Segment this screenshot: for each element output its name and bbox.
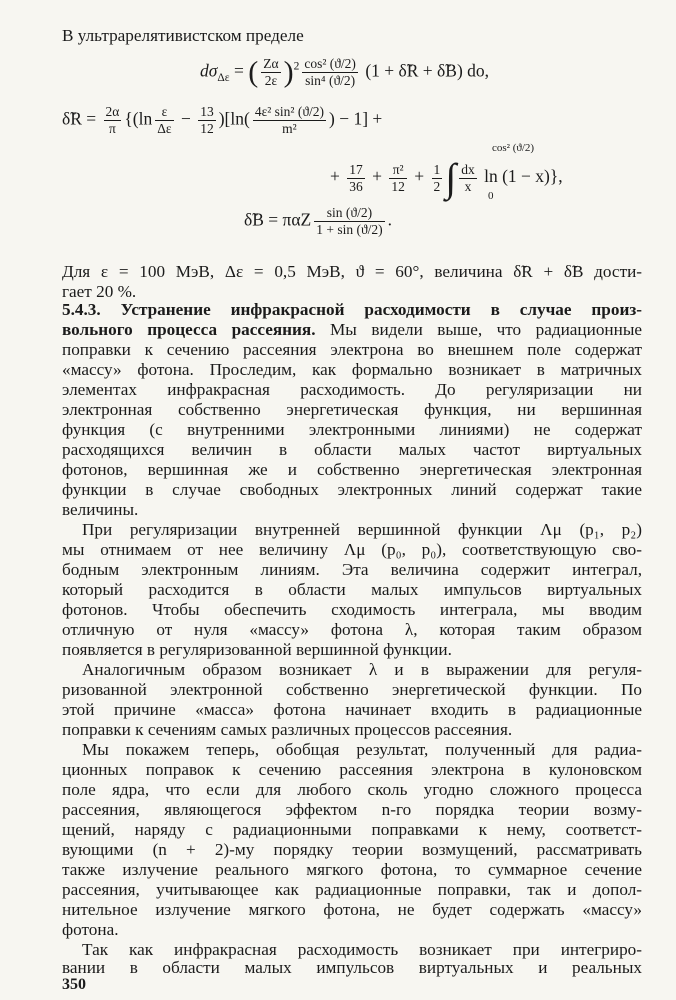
intro-line: В ультрарелятивистском пределе xyxy=(62,26,304,45)
fraction-numerator: 4ε² sin² (ϑ/2) xyxy=(254,104,325,119)
section-heading-text: вольного процесса рассеяния. xyxy=(62,320,316,339)
fraction-denominator: 1 + sin (ϑ/2) xyxy=(316,222,383,237)
text-line: который расходится в области малых импульсов виртуальных xyxy=(62,580,642,599)
fraction xyxy=(432,162,443,195)
text-line: функция (с внутренними электронными линиями) не содержат xyxy=(62,420,642,439)
fraction xyxy=(347,162,365,195)
fraction-denominator: m² xyxy=(282,121,297,136)
formula-part: )[ln( xyxy=(218,108,250,129)
text-line: появляется в регуляризованной вершинной функции. xyxy=(62,640,452,659)
text-line: поправки к сечениям самых различных процессов рассеяния. xyxy=(62,720,513,739)
fraction-denominator: π xyxy=(109,121,116,136)
formula-lhs: δ̃R = xyxy=(62,108,101,129)
fraction xyxy=(459,162,477,195)
text-line: этой причине «масса» фотона начинает входить в радиационные xyxy=(62,700,642,719)
text-line: также излучение реального мягкого фотона, то суммарное сечение xyxy=(62,860,642,879)
integral-sign: ∫ xyxy=(445,155,457,200)
text-line: При регуляризации внутренней вершинной функции Λμ (p₁, p₂) xyxy=(82,520,642,539)
section-heading xyxy=(62,300,642,320)
formula-delta-b xyxy=(244,205,392,238)
formula-end: . xyxy=(387,209,393,230)
fraction-denominator: 2 xyxy=(433,178,441,194)
text-line: поле ядра, что если для любого сколь угодно сложного процесса xyxy=(62,780,642,799)
text-line: Так как инфракрасная расходимость возникает при интегриро- xyxy=(82,940,642,959)
text-line: функции в случае свободных электронных линий содержат такие xyxy=(62,480,642,499)
fraction xyxy=(389,162,407,195)
paren-open: ( xyxy=(248,55,259,89)
text-line: Мы покажем теперь, обобщая результат, полученный для радиа- xyxy=(82,740,642,759)
page-number: 350 xyxy=(62,976,86,993)
text-line: нительное излучение мягкого фотона, не будет содержать «массу» xyxy=(62,900,642,919)
formula-delta-r-continued: + $\frac{17}{36}$ + $\frac{\text{π²}}{12}$ + $\frac{1}{2}$ ∫ $\frac{dx}{x}$ ln (1 − x)}, xyxy=(330,155,563,200)
formula-tail: (1 + δ̃R + δ̃B) do, xyxy=(365,60,490,81)
fraction-denominator: Δε xyxy=(157,121,172,136)
fraction-denominator: 12 xyxy=(391,178,405,194)
paren-close: ) xyxy=(283,55,294,89)
fraction-denominator: 2ε xyxy=(264,73,278,88)
formula-part: {(ln xyxy=(124,108,153,129)
formula-operator: = xyxy=(229,60,249,81)
fraction-numerator: sin (ϑ/2) xyxy=(314,205,384,222)
fraction-denominator: 36 xyxy=(349,178,363,194)
formula-subscript: Δε xyxy=(217,72,230,85)
text-line: бодным электронным линиям. Эта величина содержит интеграл, xyxy=(62,560,642,579)
fraction-numerator: ε xyxy=(155,104,173,121)
text-line: величины. xyxy=(62,500,139,519)
fraction xyxy=(261,56,280,89)
text-line: гает 20 %. xyxy=(62,282,137,301)
fraction-numerator: 17 xyxy=(349,161,363,177)
text-line: «массу» фотона. Проследим, как формально возникает в матричных xyxy=(62,360,642,379)
text-fragment: Мы видели выше, что радиационные xyxy=(315,320,642,339)
text-line: Аналогичным образом возникает λ и в выражении для регуля- xyxy=(82,660,642,679)
text-line: поправки к сечению рассеяния электрона во внешнем поле содержат xyxy=(62,340,642,359)
formula-delta-r xyxy=(62,104,382,137)
text-line: щений, наряду с радиационными поправками к нему, соответст- xyxy=(62,820,642,839)
text-line: фотонов. Чтобы обеспечить сходимость интеграла, мы вводим xyxy=(62,600,642,619)
formula-lhs: δ̃B = παZ xyxy=(244,209,312,230)
text-line: электронная собственно энергетическая функция, ни вершинная xyxy=(62,400,642,419)
text-line: рассеяния, являющегося эффектом n-го порядка теории возму- xyxy=(62,800,642,819)
fraction-numerator: 2α xyxy=(105,104,120,119)
text-line: фотонов, вершинная же и собственно энергетическая электронная xyxy=(62,460,642,479)
text-line: вании в области малых импульсов виртуальных и реальных xyxy=(62,958,642,977)
text-line: расходящихся величин в области малых частот виртуальных xyxy=(62,440,642,459)
formula-cross-section xyxy=(200,56,489,89)
integral-upper-limit: cos² (ϑ/2) xyxy=(492,142,535,154)
fraction-numerator: cos² (ϑ/2) xyxy=(304,56,356,71)
fraction-numerator: π² xyxy=(389,162,407,179)
section-heading-text: 5.4.3. Устранение инфракрасной расходимости в случае произ- xyxy=(62,300,642,319)
text-line: ризованной электронной собственно энергетической функции. По xyxy=(62,680,642,699)
integral-lower-limit: 0 xyxy=(488,190,494,202)
fraction xyxy=(253,104,326,137)
fraction-denominator: x xyxy=(464,178,472,194)
fraction xyxy=(302,56,358,89)
text-line: ционных поправок к сечению рассеяния электрона в кулоновском xyxy=(62,760,642,779)
formula-operator: + xyxy=(330,166,345,187)
formula-part: ) − 1] + xyxy=(329,108,383,129)
text-line: мы отнимаем от нее величину Λμ (p₀, p₀), соответствующую сво- xyxy=(62,540,642,559)
fraction xyxy=(314,205,384,238)
formula-operator: − xyxy=(176,108,196,129)
fraction-denominator: sin⁴ (ϑ/2) xyxy=(305,73,356,88)
formula-power: 2 xyxy=(293,60,300,73)
fraction xyxy=(198,104,216,137)
text-line: отличную от нуля «массу» фотона λ, которая таким образом xyxy=(62,620,642,639)
text-line: рассеяния, учитывающее как радиационные поправки, так и допол- xyxy=(62,880,642,899)
formula-symbol: dσ xyxy=(200,60,218,81)
formula-tail: ln (1 − x)}, xyxy=(484,166,563,187)
fraction-numerator: dx xyxy=(461,161,475,177)
text-line: вующими (n + 2)-му порядку теории возмущений, рассматривать xyxy=(62,840,642,859)
fraction-numerator: 13 xyxy=(200,104,214,119)
text-line: элементах инфракрасная расходимость. До регуляризации ни xyxy=(62,380,642,399)
fraction xyxy=(104,104,122,137)
fraction-numerator: Zα xyxy=(263,56,279,71)
fraction xyxy=(155,104,173,137)
text-line: фотона. xyxy=(62,920,119,939)
fraction-numerator: 1 xyxy=(433,161,441,177)
text-line xyxy=(62,320,642,340)
fraction-denominator: 12 xyxy=(200,121,214,136)
text-line: Для ε = 100 МэВ, Δε = 0,5 МэВ, ϑ = 60°, величина δ̃R + δ̃B дости- xyxy=(62,262,642,281)
